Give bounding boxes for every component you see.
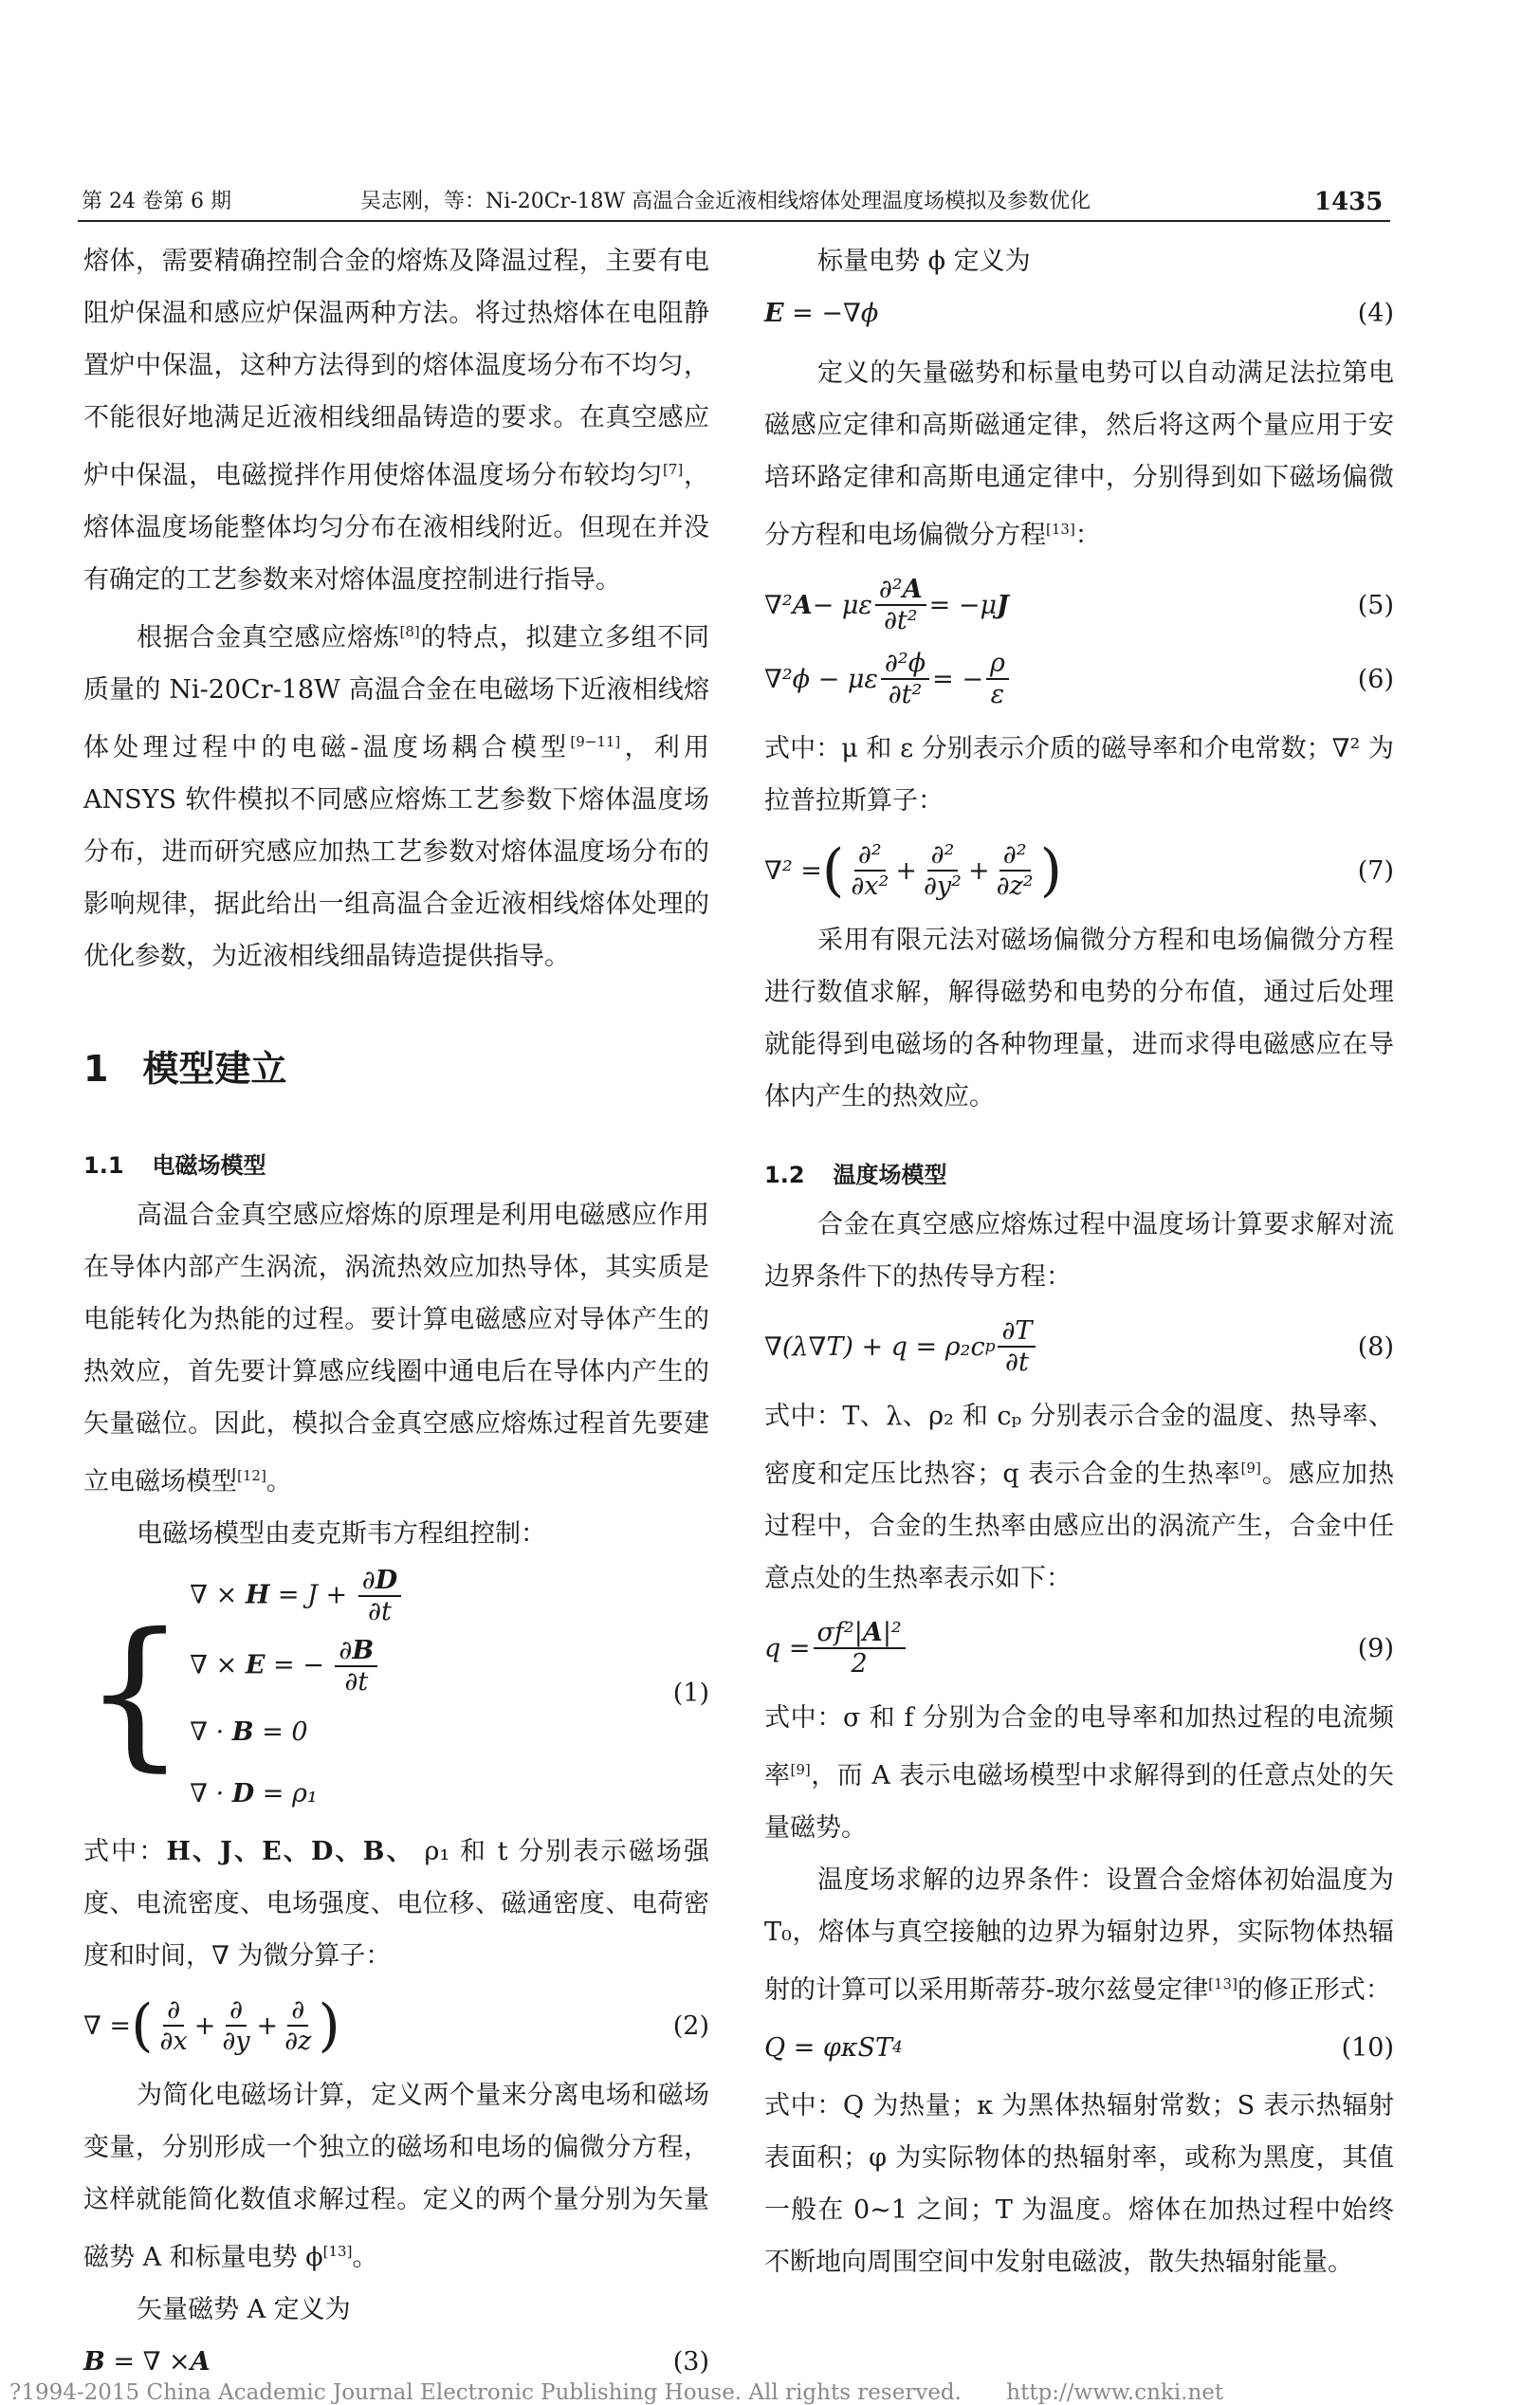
paragraph: 定义的矢量磁势和标量电势可以自动满足法拉第电磁感应定律和高斯磁通定律，然后将这两个量应用于安培环路定律和高斯电通定律中，分别得到如下磁场偏微分方程和电场偏微分方程[13]： (764, 358, 1394, 550)
footer-url: http://www.cnki.net (1006, 2380, 1224, 2405)
equation-number: (10) (1341, 2033, 1394, 2064)
citation: [12] (237, 1467, 266, 1484)
citation: [9] (1240, 1460, 1261, 1478)
paragraph: 电磁场模型由麦克斯韦方程组控制： (137, 1519, 546, 1549)
paragraph: 标量电势 ϕ 定义为 (817, 247, 1031, 276)
equation-2: ∇ = ( $\frac{\partial}{\partial x}$ + $\frac{\partial}{\partial y}$ + $\frac{\partial}{\partial z}$ ) (2) (83, 1992, 709, 2060)
citation: [9] (790, 1761, 811, 1779)
citation: [13] (1046, 521, 1075, 538)
subsection-heading: 1.2 温度场模型 (764, 1162, 947, 1189)
paragraph: 根据合金真空感应熔炼[8]的特点，拟建立多组不同质量的 Ni-20Cr-18W 高温合金在电磁场下近液相线熔体处理过程中的电磁-温度场耦合模型[9−11]，利用 ANSYS 软件模拟不同感应熔炼工艺参数下熔体温度场分布，进而研究感应加热工艺参数对熔体温度场分布的影响规律，据此给出一组高温合金近液相线熔体处理的优化参数，为近液相线细晶铸造提供指导。 (83, 623, 710, 971)
paragraph: 高温合金真空感应熔炼的原理是利用电磁感应作用在导体内部产生涡流，涡流热效应加热导体，其实质是电能转化为热能的过程。要计算电磁感应对导体产生的热效应，首先要计算感应线圈中通电后在导体内产生的矢量磁位。因此，模拟合金真空感应熔炼过程首先要建立电磁场模型[12]。 (83, 1201, 709, 1496)
citation: [13] (1208, 1975, 1238, 1993)
paragraph: 合金在真空感应熔炼过程中温度场计算要求解对流边界条件下的热传导方程： (764, 1210, 1394, 1293)
paragraph: 式中：Q 为热量；κ 为黑体热辐射常数；S 表示热辐射表面积；φ 为实际物体的热辐射率，或称为黑度，其值一般在 0~1 之间；T 为温度。熔体在加热过程中始终不断地向周围空间中发射电磁波，散失热辐射能量。 (764, 2091, 1394, 2278)
left-column (83, 235, 709, 2388)
equation-number: (6) (1357, 664, 1394, 694)
equation-number: (1) (672, 1678, 709, 1708)
section-heading: 1 模型建立 (83, 1048, 287, 1090)
copyright-text: ?1994-2015 China Academic Journal Electronic Publishing House. All rights reserved. (9, 2380, 962, 2405)
equation-9: q = $\frac{\text{σf²|A|²}}{2}$ (9) (764, 1618, 1394, 1680)
equation-number: (4) (1357, 299, 1394, 328)
equation-number: (5) (1357, 590, 1394, 620)
paragraph: 式中：σ 和 f 分别为合金的电导率和加热过程的电流频率[9]，而 A 表示电磁场模型中求解得到的任意点处的矢量磁势。 (764, 1703, 1395, 1844)
paragraph: 采用有限元法对磁场偏微分方程和电场偏微分方程进行数值求解，解得磁势和电势的分布值，通过后处理就能得到电磁场的各种物理量，进而求得电磁感应在导体内产生的热效应。 (764, 926, 1394, 1112)
equation-number: (9) (1357, 1633, 1394, 1663)
equation-4: E = −∇ϕ (4) (764, 287, 1394, 340)
header-rule (78, 220, 1390, 222)
equation-7: ∇² = ( $\frac{\text{∂²}}{\text{∂x²}}$ + $\frac{\text{∂²}}{\text{∂y²}}$ + $\frac{\text{∂²}}{\text{∂z²}}$ ) (7) (764, 837, 1394, 905)
paragraph: 温度场求解的边界条件：设置合金熔体初始温度为 T₀，熔体与真空接触的边界为辐射边界，实际物体热辐射的计算可以采用斯蒂芬-玻尔兹曼定律[13]的修正形式： (764, 1865, 1394, 2006)
equation-number: (8) (1357, 1331, 1394, 1362)
running-title: 吴志刚，等：Ni-20Cr-18W 高温合金近液相线熔体处理温度场模拟及参数优化 (360, 190, 1091, 213)
subsection-heading: 1.1 电磁场模型 (83, 1152, 266, 1179)
paragraph: 熔体，需要精确控制合金的熔炼及降温过程，主要有电阻炉保温和感应炉保温两种方法。将过热熔体在电阻静置炉中保温，这种方法得到的熔体温度场分布不均匀，不能很好地满足近液相线细晶铸造的要求。在真空感应炉中保温，电磁搅拌作用使熔体温度场分布较均匀[7]，熔体温度场能整体均匀分布在液相线附近。但现在并没有确定的工艺参数来对熔体温度控制进行指导。 (83, 247, 710, 595)
copyright-footer (9, 2380, 1223, 2405)
citation: [8] (399, 623, 420, 640)
paragraph: 矢量磁势 A 定义为 (137, 2295, 351, 2325)
right-column (764, 235, 1394, 2288)
equation-number: (3) (672, 2347, 709, 2377)
equation-10: Q = φκST 4 (10) (764, 2022, 1394, 2074)
equation-number: (7) (1357, 855, 1394, 886)
citation: [9−11] (570, 733, 621, 750)
equation-8: ∇(λ∇T) + q = ρ₂c p $\frac{\partial T}{\partial t}$ (8) (764, 1316, 1394, 1378)
paragraph: 为简化电磁场计算，定义两个量来分离电场和磁场变量，分别形成一个独立的磁场和电场的偏微分方程，这样就能简化数值求解过程。定义的两个量分别为矢量磁势 A 和标量电势 ϕ[13]。 (83, 2081, 709, 2273)
equation-6: ∇²ϕ − με $\frac{\text{∂²ϕ}}{\text{∂t²}}$ = − $\frac{\rho}{\varepsilon}$ (6) (764, 649, 1394, 710)
paragraph: 式中：H、J、E、D、B、 ρ₁ 和 t 分别表示磁场强度、电流密度、电场强度、电位移、磁通密度、电荷密度和时间，∇ 为微分算子： (83, 1837, 709, 1972)
paragraph: 式中：T、λ、ρ₂ 和 cₚ 分别表示合金的温度、热导率、密度和定压比热容；q 表示合金的生热率[9]。感应加热过程中，合金的生热率由感应出的涡流产生，合金中任意点处的生热率表示如下： (764, 1402, 1394, 1594)
citation: [13] (322, 2243, 353, 2261)
equation-3: B = ∇ × A (3) (83, 2336, 709, 2388)
equation-1: { ∇ × H = J + $\frac{\partial D}{\partial t}$ ∇ × E = − $\frac{\partial B}{\partial t}$ ∇ · B = 0 ∇ · D = ρ₁ (1) (83, 1566, 709, 1809)
paragraph: 式中：μ 和 ε 分别表示介质的磁导率和介电常数；∇² 为拉普拉斯算子： (764, 734, 1394, 817)
journal-volume: 第 24 卷第 6 期 (82, 190, 231, 213)
citation: [7] (662, 461, 684, 478)
equation-5: ∇² A − με $\frac{\text{∂²A}}{\text{∂t²}}$ = −μ J (5) (764, 575, 1394, 636)
page-number: 1435 (1314, 188, 1384, 216)
equation-number: (2) (672, 2010, 709, 2041)
